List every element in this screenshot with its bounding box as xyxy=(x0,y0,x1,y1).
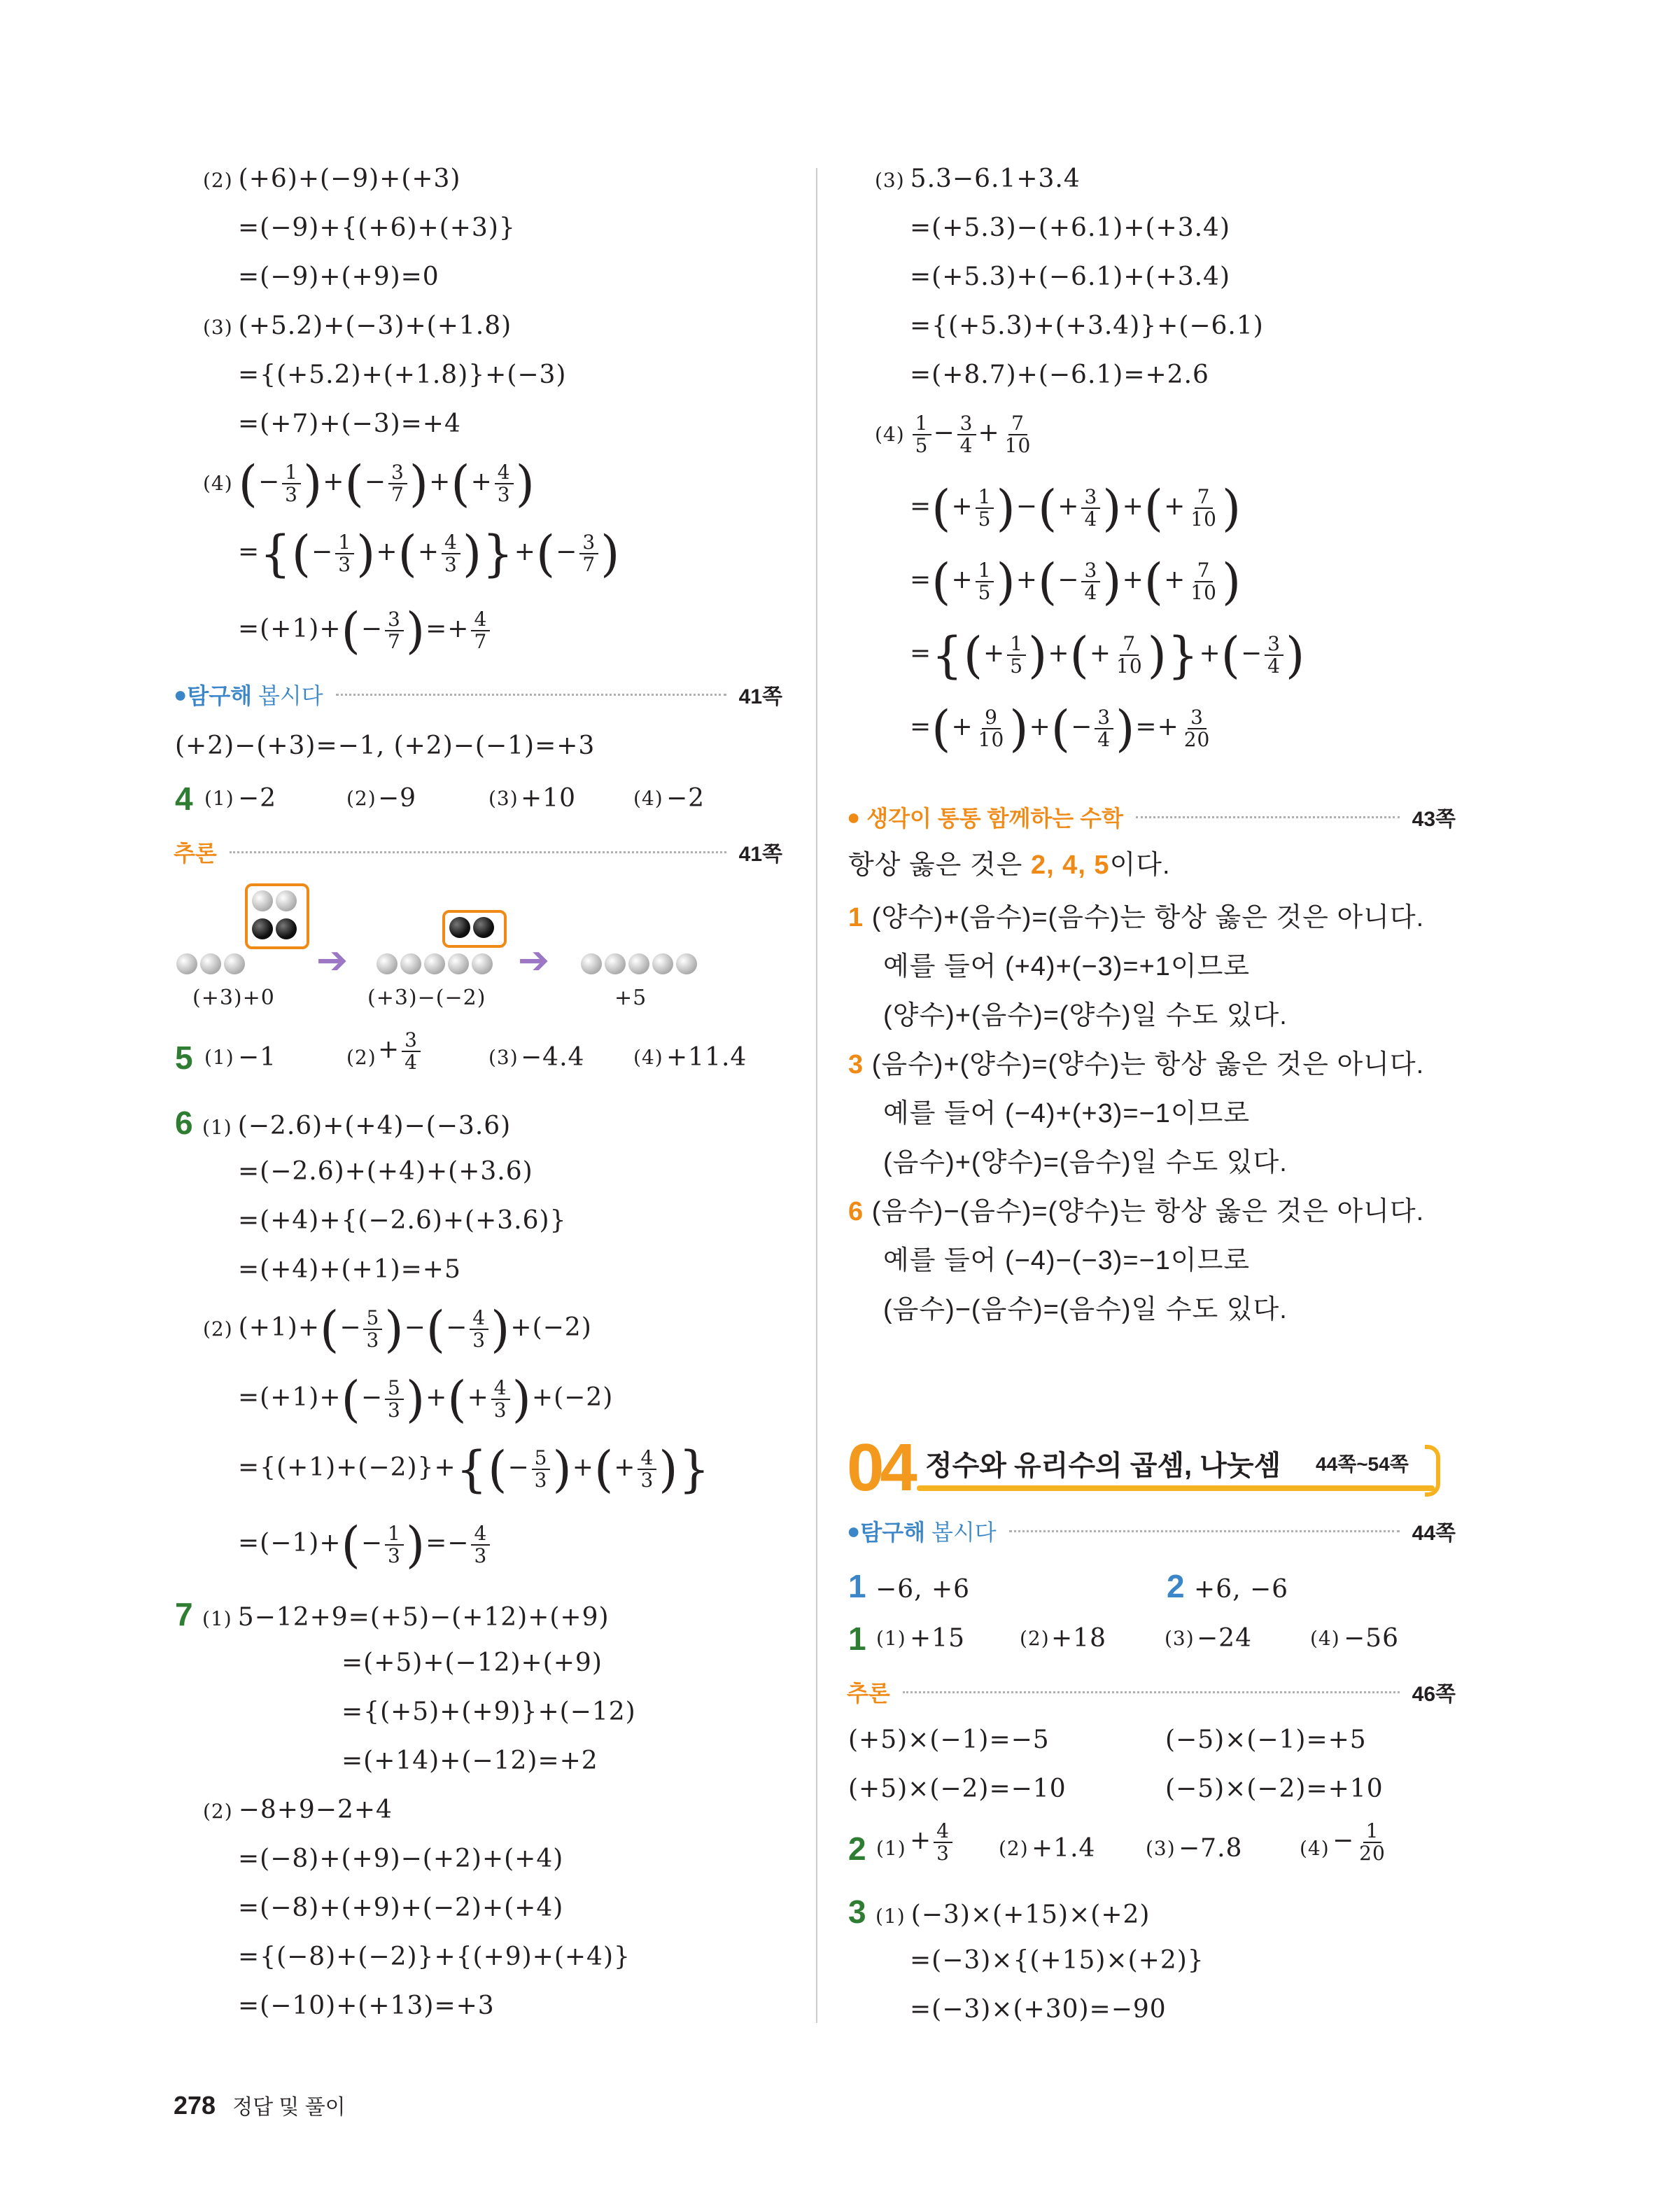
section-pages: 44쪽~54쪽 xyxy=(1316,1453,1409,1475)
bullet-icon: ● xyxy=(847,804,861,830)
solution-line: =(+5.3)+(−6.1)+(+3.4) xyxy=(910,262,1231,291)
think-item-6: 6 (음수)−(음수)=(양수)는 항상 옳은 것은 아니다. xyxy=(848,1197,1425,1226)
fraction-expression: =(+1)+(− $\frac{3}{7}$ )=+ $\frac{4}{7}$ xyxy=(238,609,492,652)
solution-line: =(−9)+(+9)=0 xyxy=(238,262,439,291)
explore-header: ● 탐구해 봅시다 41쪽 xyxy=(174,679,782,710)
fraction-expression: (2) (+1)+(− $\frac{5}{3}$ )−(− $\frac{4}{3}$ )+(−2) xyxy=(203,1301,592,1358)
explore-line: (+2)−(+3)=−1, (+2)−(−1)=+3 xyxy=(175,732,596,760)
think-text: (양수)+(음수)=(양수)일 수도 있다. xyxy=(883,1001,1288,1030)
fraction-expression: ={(− $\frac{1}{3}$ )+(+ $\frac{4}{3}$ )}+(− $\frac{3}{7}$ ) xyxy=(238,525,621,582)
solution-line: ={(+5.2)+(+1.8)}+(−3) xyxy=(238,360,567,389)
answer-row-5: 5 (1) −1 (2) + $\frac{3}{4}$ (3) −4.4 (4) +11.4 xyxy=(175,1028,747,1076)
item-label: (4) xyxy=(203,472,233,495)
answer-row-2: 2 (1) + $\frac{4}{3}$ (2) +1.4 (3) −7.8 (4) − $\frac{1}{20}$ xyxy=(848,1819,1386,1867)
page-ref: 41쪽 xyxy=(738,685,782,708)
solution-line: =(−9)+{(+6)+(+3)} xyxy=(238,214,516,242)
explore-header: ● 탐구해 봅시다 44쪽 xyxy=(847,1518,1456,1545)
fraction-expression: =(+1)+(− $\frac{5}{3}$ )+(+ $\frac{4}{3}$ )+(−2) xyxy=(238,1371,614,1428)
solution-line: =(−3)×(+30)=−90 xyxy=(910,1995,1167,2024)
reasoning-line: (+5)×(−2)=−10 xyxy=(848,1774,1067,1803)
fraction-expression: =(−1)+(− $\frac{1}{3}$ )=− $\frac{4}{3}$ xyxy=(238,1523,492,1567)
right-arrow-icon: ➔ xyxy=(518,938,550,982)
answer-row-6: 6 (1) (−2.6)+(+4)−(−3.6) xyxy=(175,1105,512,1141)
fraction-expression: =(+ $\frac{1}{5}$ )−(+ $\frac{3}{4}$ )+(+ $\frac{7}{10}$ ) xyxy=(910,479,1242,537)
expression: (+5.2)+(−3)+(+1.8) xyxy=(238,312,512,340)
fraction-expression: =(+ $\frac{9}{10}$ )+(− $\frac{3}{4}$ )=+ $\frac{3}{20}$ xyxy=(910,700,1211,757)
solution-line: =(+7)+(−3)=+4 xyxy=(238,410,461,438)
counter-row xyxy=(581,953,700,977)
page-ref: 41쪽 xyxy=(738,843,782,866)
fraction-expression: (4) (− $\frac{1}{3}$ )+(− $\frac{3}{7}$ )+(+ $\frac{4}{3}$ ) xyxy=(203,455,535,512)
think-text: (음수)+(양수)=(음수)일 수도 있다. xyxy=(883,1148,1288,1177)
think-item-1: 1 (양수)+(음수)=(음수)는 항상 옳은 것은 아니다. xyxy=(848,903,1425,932)
reasoning-header xyxy=(174,836,782,867)
think-text: 예를 들어 (+4)+(−3)=+1이므로 xyxy=(883,952,1251,981)
solution-line: =(+5)+(−12)+(+9) xyxy=(342,1648,603,1677)
counter-box xyxy=(442,910,507,948)
fraction-expression: ={(+ $\frac{1}{5}$ )+(+ $\frac{7}{10}$ )}+(− $\frac{3}{4}$ ) xyxy=(910,626,1306,684)
solution-line: =(−3)×{(+15)×(+2)} xyxy=(910,1946,1204,1975)
section-banner xyxy=(847,1430,1456,1505)
explore-answers: 1 −6, +6 2 +6, −6 xyxy=(848,1568,1289,1604)
think-header xyxy=(847,802,1456,832)
solution-line: (2) −8+9−2+4 xyxy=(203,1795,393,1824)
footer-label: 정답 및 풀이 xyxy=(232,2096,346,2119)
solution-line: =(+5.3)−(+6.1)+(+3.4) xyxy=(910,214,1231,242)
header-title: 생각이 통통 함께하는 수학 xyxy=(866,806,1123,831)
solution-line: ={(+5)+(+9)}+(−12) xyxy=(342,1698,636,1726)
answer-row-7: 7 (1) 5−12+9=(+5)−(+12)+(+9) xyxy=(175,1596,610,1632)
fraction-expression: =(+ $\frac{1}{5}$ )+(− $\frac{3}{4}$ )+(+ $\frac{7}{10}$ ) xyxy=(910,553,1242,610)
reasoning-line: (−5)×(−1)=+5 xyxy=(1165,1726,1367,1754)
section-number: 04 xyxy=(847,1430,913,1505)
bullet-icon: ● xyxy=(174,681,188,707)
reasoning-line: (+5)×(−1)=−5 xyxy=(848,1726,1050,1754)
solution-line: =(+4)+{(−2.6)+(+3.6)} xyxy=(238,1206,567,1235)
column-divider xyxy=(816,168,817,2023)
fraction-expression: ={(+1)+(−2)}+{(− $\frac{5}{3}$ )+(+ $\frac{4}{3}$ )} xyxy=(238,1441,711,1498)
expression: (+6)+(−9)+(+3) xyxy=(238,164,461,193)
solution-line: (3) 5.3−6.1+3.4 xyxy=(875,164,1081,193)
solution-line: =(−8)+(+9)−(+2)+(+4) xyxy=(238,1844,564,1873)
think-text: (음수)−(음수)=(음수)일 수도 있다. xyxy=(883,1295,1288,1324)
fraction-expression: (4) $\frac{1}{5}$ − $\frac{3}{4}$ + $\frac{7}{10}$ xyxy=(875,412,1032,457)
reasoning-line: (−5)×(−2)=+10 xyxy=(1165,1774,1384,1803)
item-label: (2) xyxy=(203,169,233,192)
right-arrow-icon: ➔ xyxy=(316,938,349,982)
question-number: 5 xyxy=(175,1040,194,1076)
solution-line: =(−8)+(+9)+(−2)+(+4) xyxy=(238,1893,564,1922)
bullet-icon: ● xyxy=(847,1518,861,1544)
solution-line: =(+8.7)+(−6.1)=+2.6 xyxy=(910,360,1209,389)
item-label: (3) xyxy=(203,316,233,339)
answer-row-1: 1 (1) +15 (2) +18 (3) −24 (4) −56 xyxy=(848,1620,1399,1657)
page-number: 278 xyxy=(174,2091,216,2120)
question-number: 7 xyxy=(175,1596,194,1632)
think-item-3: 3 (음수)+(양수)=(양수)는 항상 옳은 것은 아니다. xyxy=(848,1050,1425,1079)
answer-row-4: 4 (1) −2 (2) −9 (3) +10 (4) −2 xyxy=(175,780,705,817)
reasoning-header: 추론 46쪽 xyxy=(847,1681,1456,1706)
section-title: 정수와 유리수의 곱셈, 나눗셈 xyxy=(925,1450,1281,1481)
counter-row xyxy=(176,953,248,977)
solution-line: =(+14)+(−12)=+2 xyxy=(342,1746,598,1775)
solution-line: ={(−8)+(−2)}+{(+9)+(+4)} xyxy=(238,1942,631,1971)
solution-line: =(−10)+(+13)=+3 xyxy=(238,1991,495,2020)
solution-line: =(−2.6)+(+4)+(+3.6) xyxy=(238,1157,533,1186)
header-title: 탐구해 xyxy=(187,683,253,708)
solution-line: ={(+5.3)+(+3.4)}+(−6.1) xyxy=(910,312,1264,340)
header-title: 추론 xyxy=(174,841,217,866)
solution-line xyxy=(203,308,512,346)
page-ref: 43쪽 xyxy=(1412,808,1456,831)
counter-row xyxy=(377,953,495,977)
diagram-label: (+3)+0 xyxy=(192,986,275,1010)
counter-box xyxy=(245,883,309,949)
think-text: 예를 들어 (−4)+(+3)=−1이므로 xyxy=(883,1099,1251,1128)
page-footer xyxy=(174,2090,346,2120)
banner-hook xyxy=(1425,1445,1440,1497)
think-intro: 항상 옳은 것은 2, 4, 5이다. xyxy=(848,850,1171,880)
banner-bar xyxy=(917,1485,1435,1491)
answer-row-3: 3 (1) (−3)×(+15)×(+2) xyxy=(848,1893,1151,1930)
solution-line xyxy=(203,161,460,199)
diagram-label: (+3)−(−2) xyxy=(367,986,486,1010)
question-number: 4 xyxy=(175,780,194,817)
diagram-label: +5 xyxy=(614,986,647,1010)
solution-line: =(+4)+(+1)=+5 xyxy=(238,1255,461,1284)
question-number: 6 xyxy=(175,1105,194,1141)
think-text: 예를 들어 (−4)−(−3)=−1이므로 xyxy=(883,1246,1251,1275)
